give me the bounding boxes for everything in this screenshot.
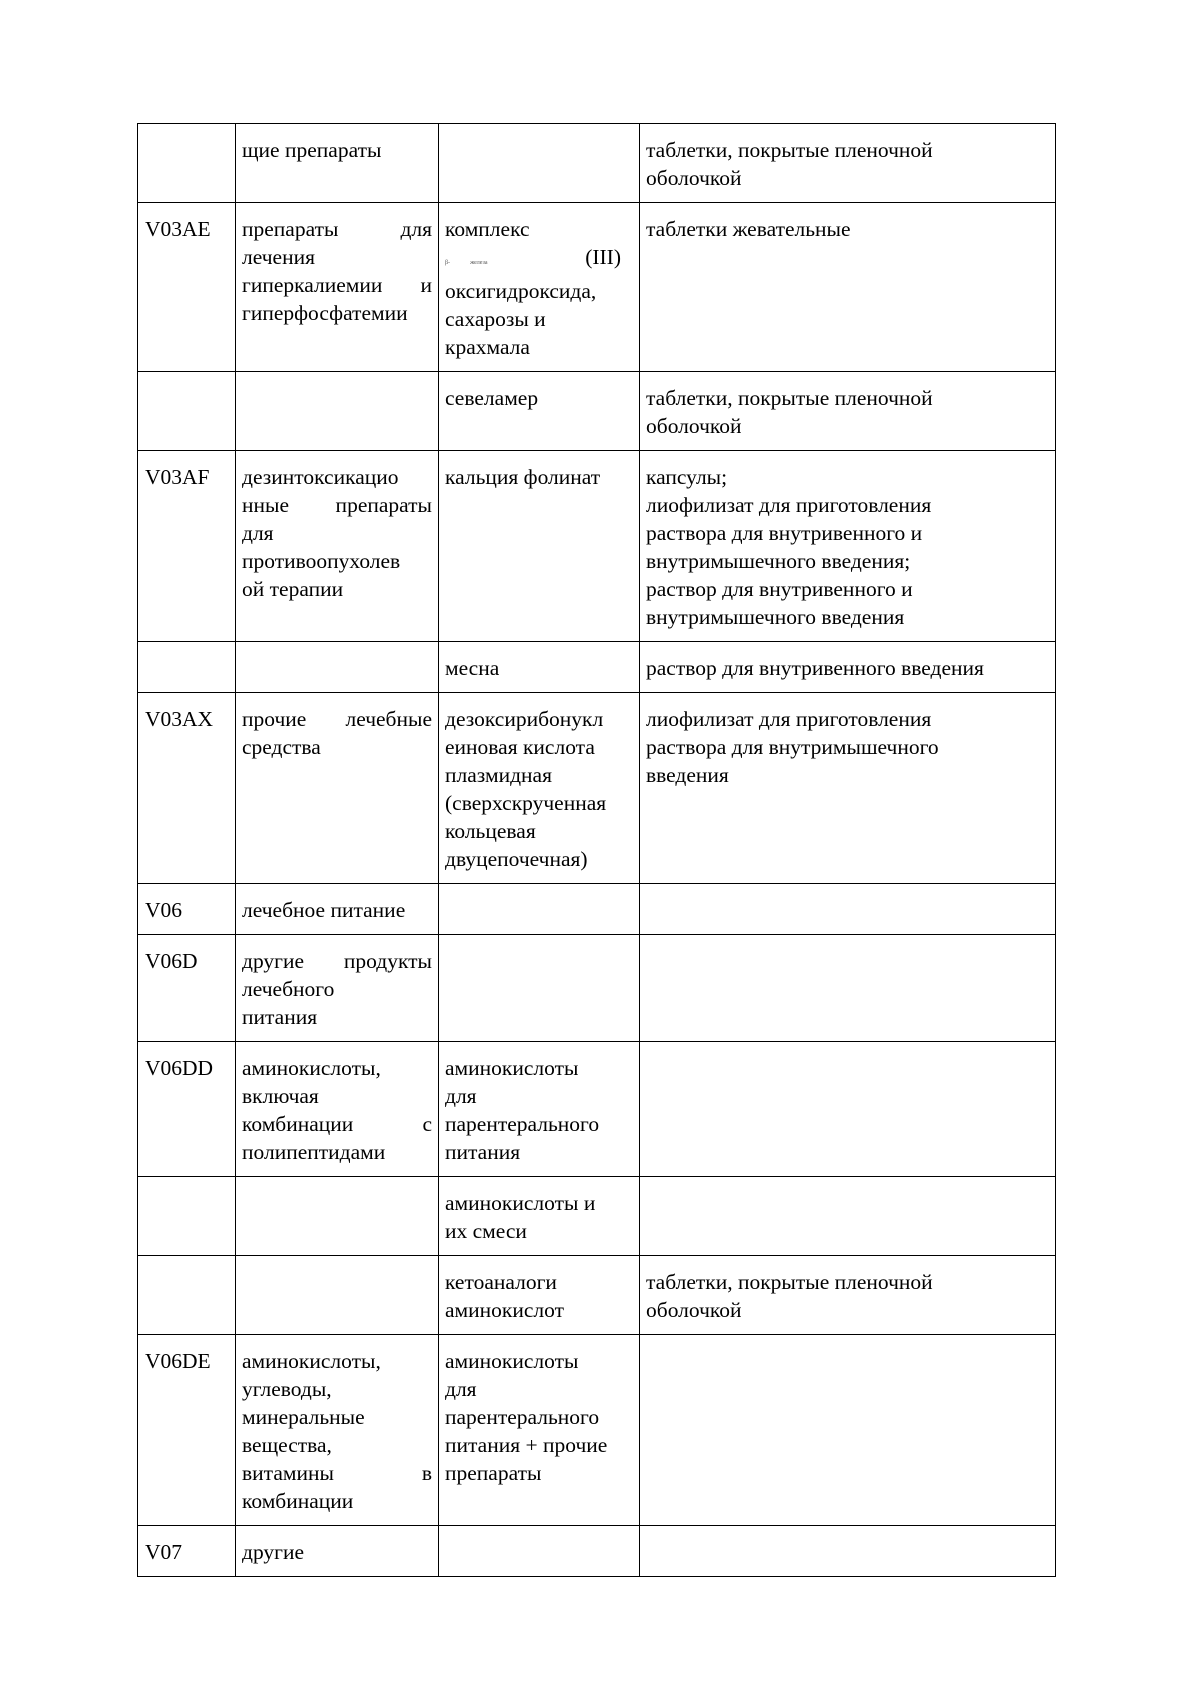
group-cell bbox=[236, 372, 439, 451]
forms-cell bbox=[640, 1335, 1056, 1526]
forms-cell bbox=[640, 1177, 1056, 1256]
drug-cell bbox=[439, 884, 640, 935]
table-row bbox=[138, 1256, 1056, 1335]
atc-code-cell: V07 bbox=[138, 1526, 236, 1577]
table-row bbox=[138, 1526, 1056, 1577]
forms-cell bbox=[640, 884, 1056, 935]
drug-cell: аминокислоты для парентерального питания bbox=[439, 1042, 640, 1177]
group-cell: другие продукты лечебного питания bbox=[236, 935, 439, 1042]
group-cell bbox=[236, 1177, 439, 1256]
forms-cell: капсулы; лиофилизат для приготовления раствора для внутривенного и внутримышечного введения; раствор для внутривенного и внутримышечного введения bbox=[640, 451, 1056, 642]
forms-cell: таблетки, покрытые пленочной оболочкой bbox=[640, 1256, 1056, 1335]
group-cell: препараты для лечения гиперкалиемии и гиперфосфатемии bbox=[236, 203, 439, 372]
group-cell: дезинтоксикацио нные препараты для противоопухолев ой терапии bbox=[236, 451, 439, 642]
group-cell: прочие лечебные средства bbox=[236, 693, 439, 884]
atc-code-cell: V03AF bbox=[138, 451, 236, 642]
forms-cell: таблетки, покрытые пленочной оболочкой bbox=[640, 372, 1056, 451]
group-cell: лечебное питание bbox=[236, 884, 439, 935]
table-row bbox=[138, 1177, 1056, 1256]
drug-cell: кетоаналоги аминокислот bbox=[439, 1256, 640, 1335]
atc-code-cell: V03AX bbox=[138, 693, 236, 884]
drug-cell: севеламер bbox=[439, 372, 640, 451]
atc-code-cell: V06D bbox=[138, 935, 236, 1042]
atc-code-cell bbox=[138, 372, 236, 451]
table-row bbox=[138, 124, 1056, 203]
table-row bbox=[138, 451, 1056, 642]
drug-cell: комплекс β- железа (III) оксигидроксида, сахарозы и крахмала bbox=[439, 203, 640, 372]
forms-cell bbox=[640, 1042, 1056, 1177]
drug-cell: аминокислоты и их смеси bbox=[439, 1177, 640, 1256]
drug-cell: кальция фолинат bbox=[439, 451, 640, 642]
atc-code-cell: V03AE bbox=[138, 203, 236, 372]
table-row bbox=[138, 1042, 1056, 1177]
drug-cell bbox=[439, 124, 640, 203]
table-row bbox=[138, 203, 1056, 372]
atc-code-cell: V06DE bbox=[138, 1335, 236, 1526]
table-row bbox=[138, 935, 1056, 1042]
forms-cell: таблетки жевательные bbox=[640, 203, 1056, 372]
group-cell: щие препараты bbox=[236, 124, 439, 203]
drug-cell bbox=[439, 1526, 640, 1577]
group-cell: аминокислоты, углеводы, минеральные вещества, витамины в комбинации bbox=[236, 1335, 439, 1526]
atc-code-cell bbox=[138, 642, 236, 693]
atc-code-cell bbox=[138, 1256, 236, 1335]
atc-code-cell: V06DD bbox=[138, 1042, 236, 1177]
forms-cell: лиофилизат для приготовления раствора для внутримышечного введения bbox=[640, 693, 1056, 884]
table-row bbox=[138, 642, 1056, 693]
table-row bbox=[138, 372, 1056, 451]
group-cell: аминокислоты, включая комбинации с полипептидами bbox=[236, 1042, 439, 1177]
drug-cell: аминокислоты для парентерального питания + прочие препараты bbox=[439, 1335, 640, 1526]
table-row bbox=[138, 884, 1056, 935]
forms-cell: раствор для внутривенного введения bbox=[640, 642, 1056, 693]
drug-cell: дезоксирибонукл еиновая кислота плазмидная (сверхскрученная кольцевая двуцепочечная) bbox=[439, 693, 640, 884]
atc-code-cell: V06 bbox=[138, 884, 236, 935]
atc-code-cell bbox=[138, 124, 236, 203]
group-cell bbox=[236, 642, 439, 693]
group-cell bbox=[236, 1256, 439, 1335]
group-cell: другие bbox=[236, 1526, 439, 1577]
drug-cell: месна bbox=[439, 642, 640, 693]
forms-cell bbox=[640, 1526, 1056, 1577]
drug-cell bbox=[439, 935, 640, 1042]
table-row bbox=[138, 693, 1056, 884]
table-row bbox=[138, 1335, 1056, 1526]
atc-code-cell bbox=[138, 1177, 236, 1256]
medications-table bbox=[137, 123, 1056, 1577]
forms-cell: таблетки, покрытые пленочной оболочкой bbox=[640, 124, 1056, 203]
forms-cell bbox=[640, 935, 1056, 1042]
drug-name-fragment: β- железа (III) bbox=[445, 245, 621, 269]
